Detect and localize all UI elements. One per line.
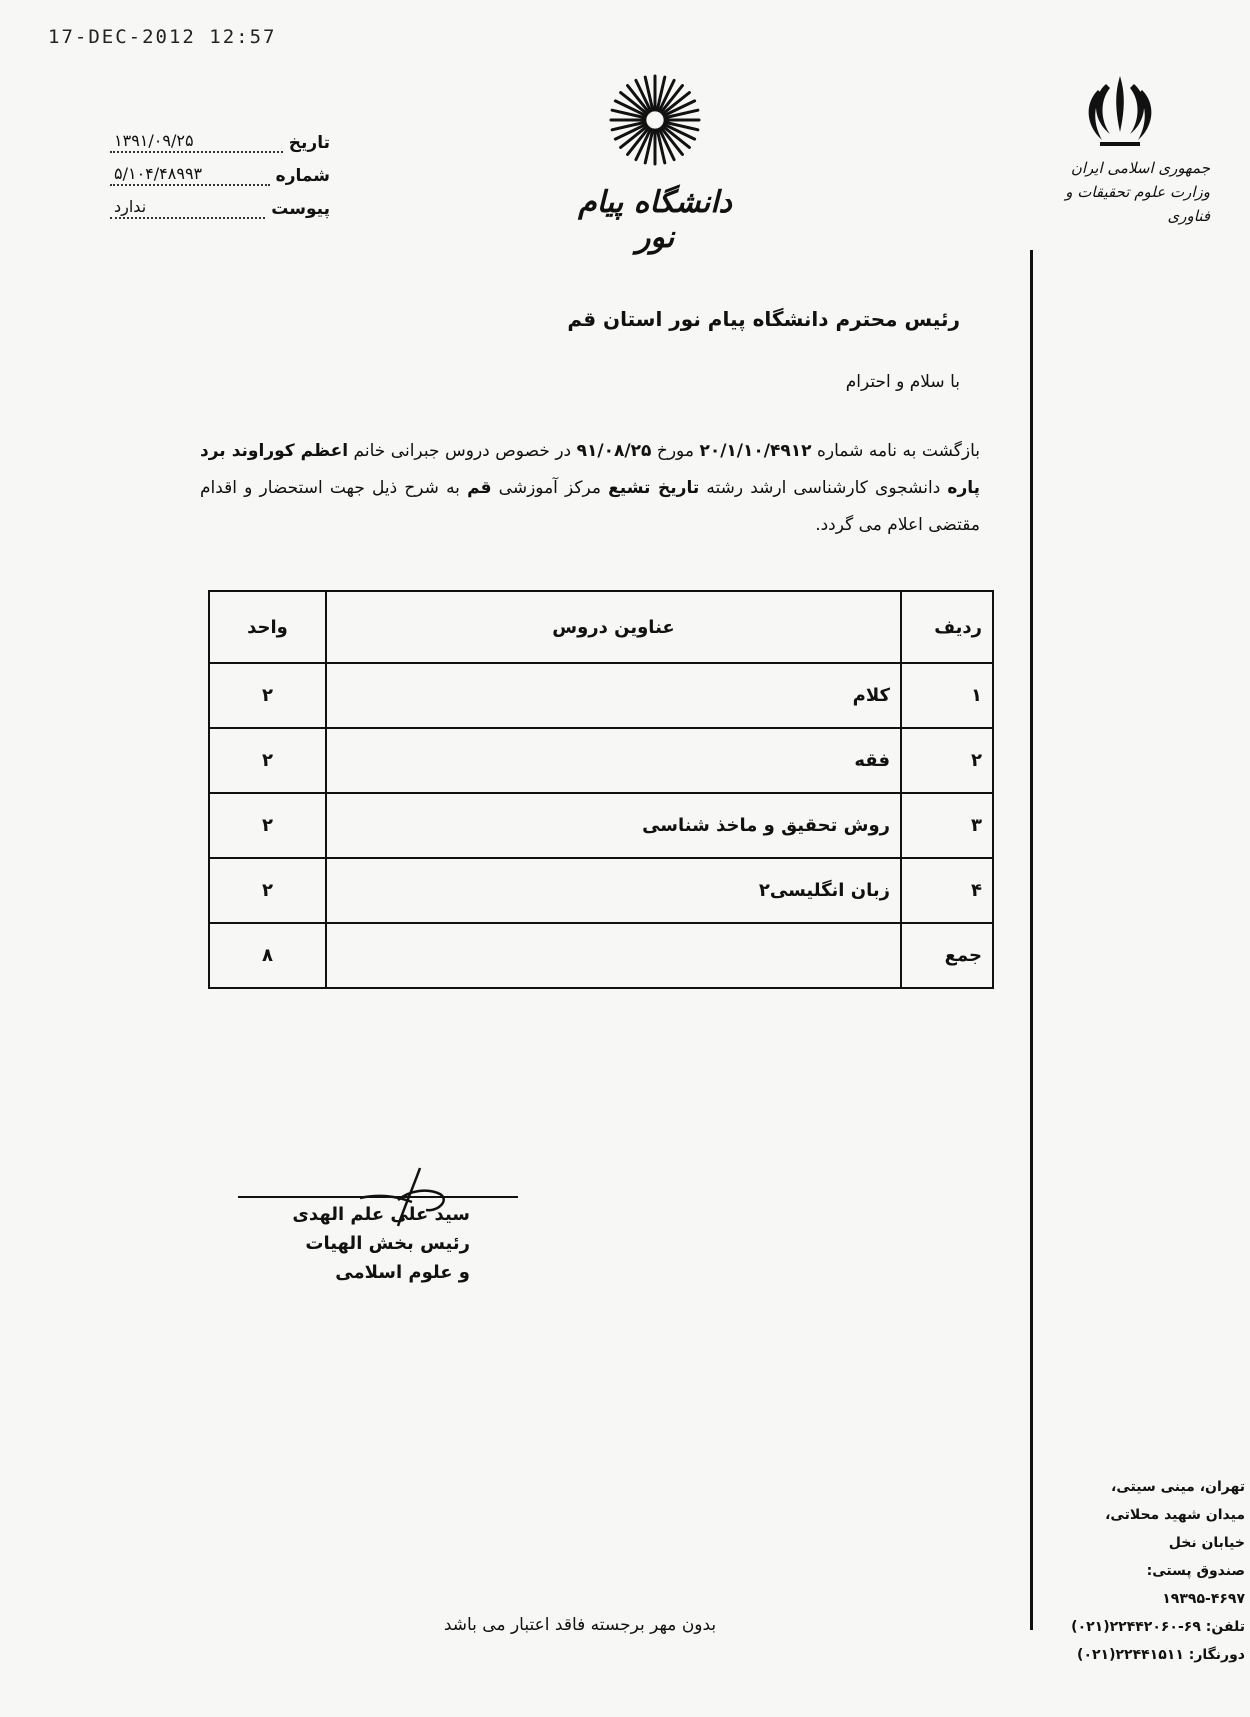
body-text-2: مورخ [651,441,700,461]
course-title: کلام [326,663,901,728]
body-text-1: بازگشت به نامه شماره [811,441,980,461]
body-text-6: به شرح ذیل جهت استحضار و اقدام مقتضی اعلام می گردد. [200,478,980,535]
attachment-row [110,186,330,219]
course-units: ۲ [209,728,326,793]
course-title: زبان انگلیسی۲ [326,858,901,923]
date-row [110,120,330,153]
row-number: ۴ [901,858,993,923]
letter-meta [110,120,330,219]
course-title: روش تحقیق و ماخذ شناسی [326,793,901,858]
ministry-line-2: وزارت علوم تحقیقات و فناوری [1065,183,1210,225]
table-row [209,663,993,728]
ministry-line-1: جمهوری اسلامی ایران [1070,159,1210,177]
iran-emblem-icon [1080,70,1160,150]
number-row [110,153,330,186]
course-title: فقه [326,728,901,793]
header-row-number: ردیف [901,591,993,663]
field-name: تاریخ تشیع [608,478,700,498]
table-total-row [209,923,993,988]
signatory-title-1: رئیس بخش الهیات [305,1233,470,1254]
course-units: ۲ [209,793,326,858]
attachment-value: ندارد [110,197,265,219]
address-line: تهران، مینی سیتی، [1111,1479,1245,1495]
total-units: ۸ [209,923,326,988]
signatory-name: سید علی علم الهدی [292,1204,470,1225]
validity-note: بدون مهر برجسته فاقد اعتبار می باشد [443,1615,717,1635]
university-address [1060,1473,1245,1669]
total-label: جمع [901,923,993,988]
row-number: ۲ [901,728,993,793]
table-row [209,728,993,793]
addressee: رئیس محترم دانشگاه پیام نور استان قم [567,307,960,331]
attachment-label: پیوست [271,199,330,219]
total-spacer [326,923,901,988]
fax-timestamp: 17-DEC-2012 12:57 [48,26,277,48]
fax-number: دورنگار: ۲۲۴۴۱۵۱۱(۰۲۱) [1077,1647,1245,1663]
signatory-block [230,1200,470,1287]
body-text-5: مرکز آموزشی [491,478,609,498]
header-course-title: عناوین دروس [326,591,901,663]
table-header-row [209,591,993,663]
phone-number: تلفن: ۶۹-۲۲۴۴۲۰۶۰(۰۲۱) [1071,1619,1245,1635]
courses-table [208,590,994,989]
ministry-heading [1040,156,1210,228]
date-label: تاریخ [288,133,330,153]
table-row [209,793,993,858]
margin-divider [1030,250,1033,1630]
row-number: ۳ [901,793,993,858]
body-text-3: در خصوص دروس جبرانی خانم [348,441,577,461]
university-name: دانشگاه پیام نور [578,185,732,255]
salutation: با سلام و احترام [845,372,960,392]
body-text-4: دانشجوی کارشناسی ارشد رشته [699,478,948,498]
student-name: اعظم کوراوند برد پاره [200,441,980,498]
university-logo-icon [590,68,720,168]
postal-box: صندوق پستی: ۴۶۹۷-۱۹۳۹۵ [1146,1563,1245,1607]
center-name: قم [467,478,492,498]
letter-body [200,433,980,544]
number-value: ۵/۱۰۴/۴۸۹۹۳ [110,164,270,186]
reference-number: ۲۰/۱/۱۰/۴۹۱۲ [699,441,812,461]
reference-date: ۹۱/۰۸/۲۵ [576,441,652,461]
number-label: شماره [275,166,330,186]
course-units: ۲ [209,858,326,923]
signatory-title-2: و علوم اسلامی [335,1262,470,1283]
course-units: ۲ [209,663,326,728]
address-line: خیابان نخل [1168,1535,1245,1551]
date-value: ۱۳۹۱/۰۹/۲۵ [110,131,283,153]
address-line: میدان شهید محلاتی، [1105,1507,1245,1523]
row-number: ۱ [901,663,993,728]
table-row [209,858,993,923]
header-units: واحد [209,591,326,663]
